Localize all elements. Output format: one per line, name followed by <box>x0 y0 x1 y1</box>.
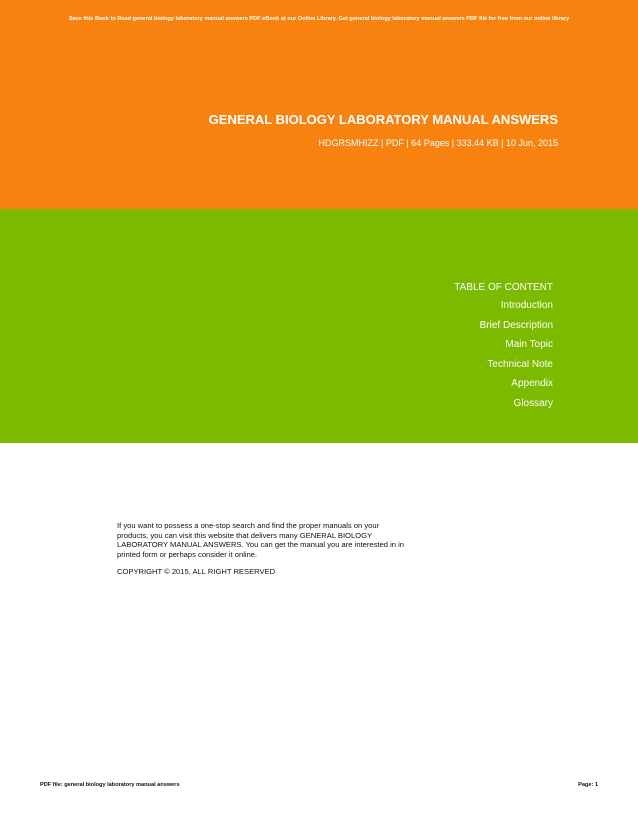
toc-item-glossary: Glossary <box>513 397 553 409</box>
table-of-contents <box>353 281 553 417</box>
footer-page-number: Page: 1 <box>578 782 598 788</box>
toc-heading: TABLE OF CONTENT <box>454 282 553 293</box>
document-title: GENERAL BIOLOGY LABORATORY MANUAL ANSWERS <box>208 112 558 127</box>
toc-item-brief-description: Brief Description <box>479 319 553 331</box>
top-banner-text: Save this Book to Read general biology laboratory manual answers PDF eBook at our Online Library. Get general biology laboratory manual answers PDF file for free from our online library <box>68 16 570 22</box>
toc-list <box>353 299 553 417</box>
copyright-notice: COPYRIGHT © 2015, ALL RIGHT RESERVED <box>117 567 276 576</box>
toc-item-introduction: Introduction <box>500 300 553 311</box>
document-meta: HDGRSMHIZZ | PDF | 64 Pages | 333.44 KB | 10 Jun, 2015 <box>318 138 558 148</box>
body-paragraph: If you want to possess a one-stop search and find the proper manuals on your products, you can visit this website that delivers many GENERAL BIOLOGY LABORATORY MANUAL ANSWERS. You can get the manual you are interested in in printed form or perhaps consider it online. <box>117 521 405 559</box>
footer-file-label: PDF file: general biology laboratory manual answers <box>40 782 180 788</box>
toc-item-technical-note: Technical Note <box>487 358 553 370</box>
toc-item-appendix: Appendix <box>511 378 553 390</box>
toc-item-main-topic: Main Topic <box>505 339 553 351</box>
header-band <box>0 0 638 209</box>
